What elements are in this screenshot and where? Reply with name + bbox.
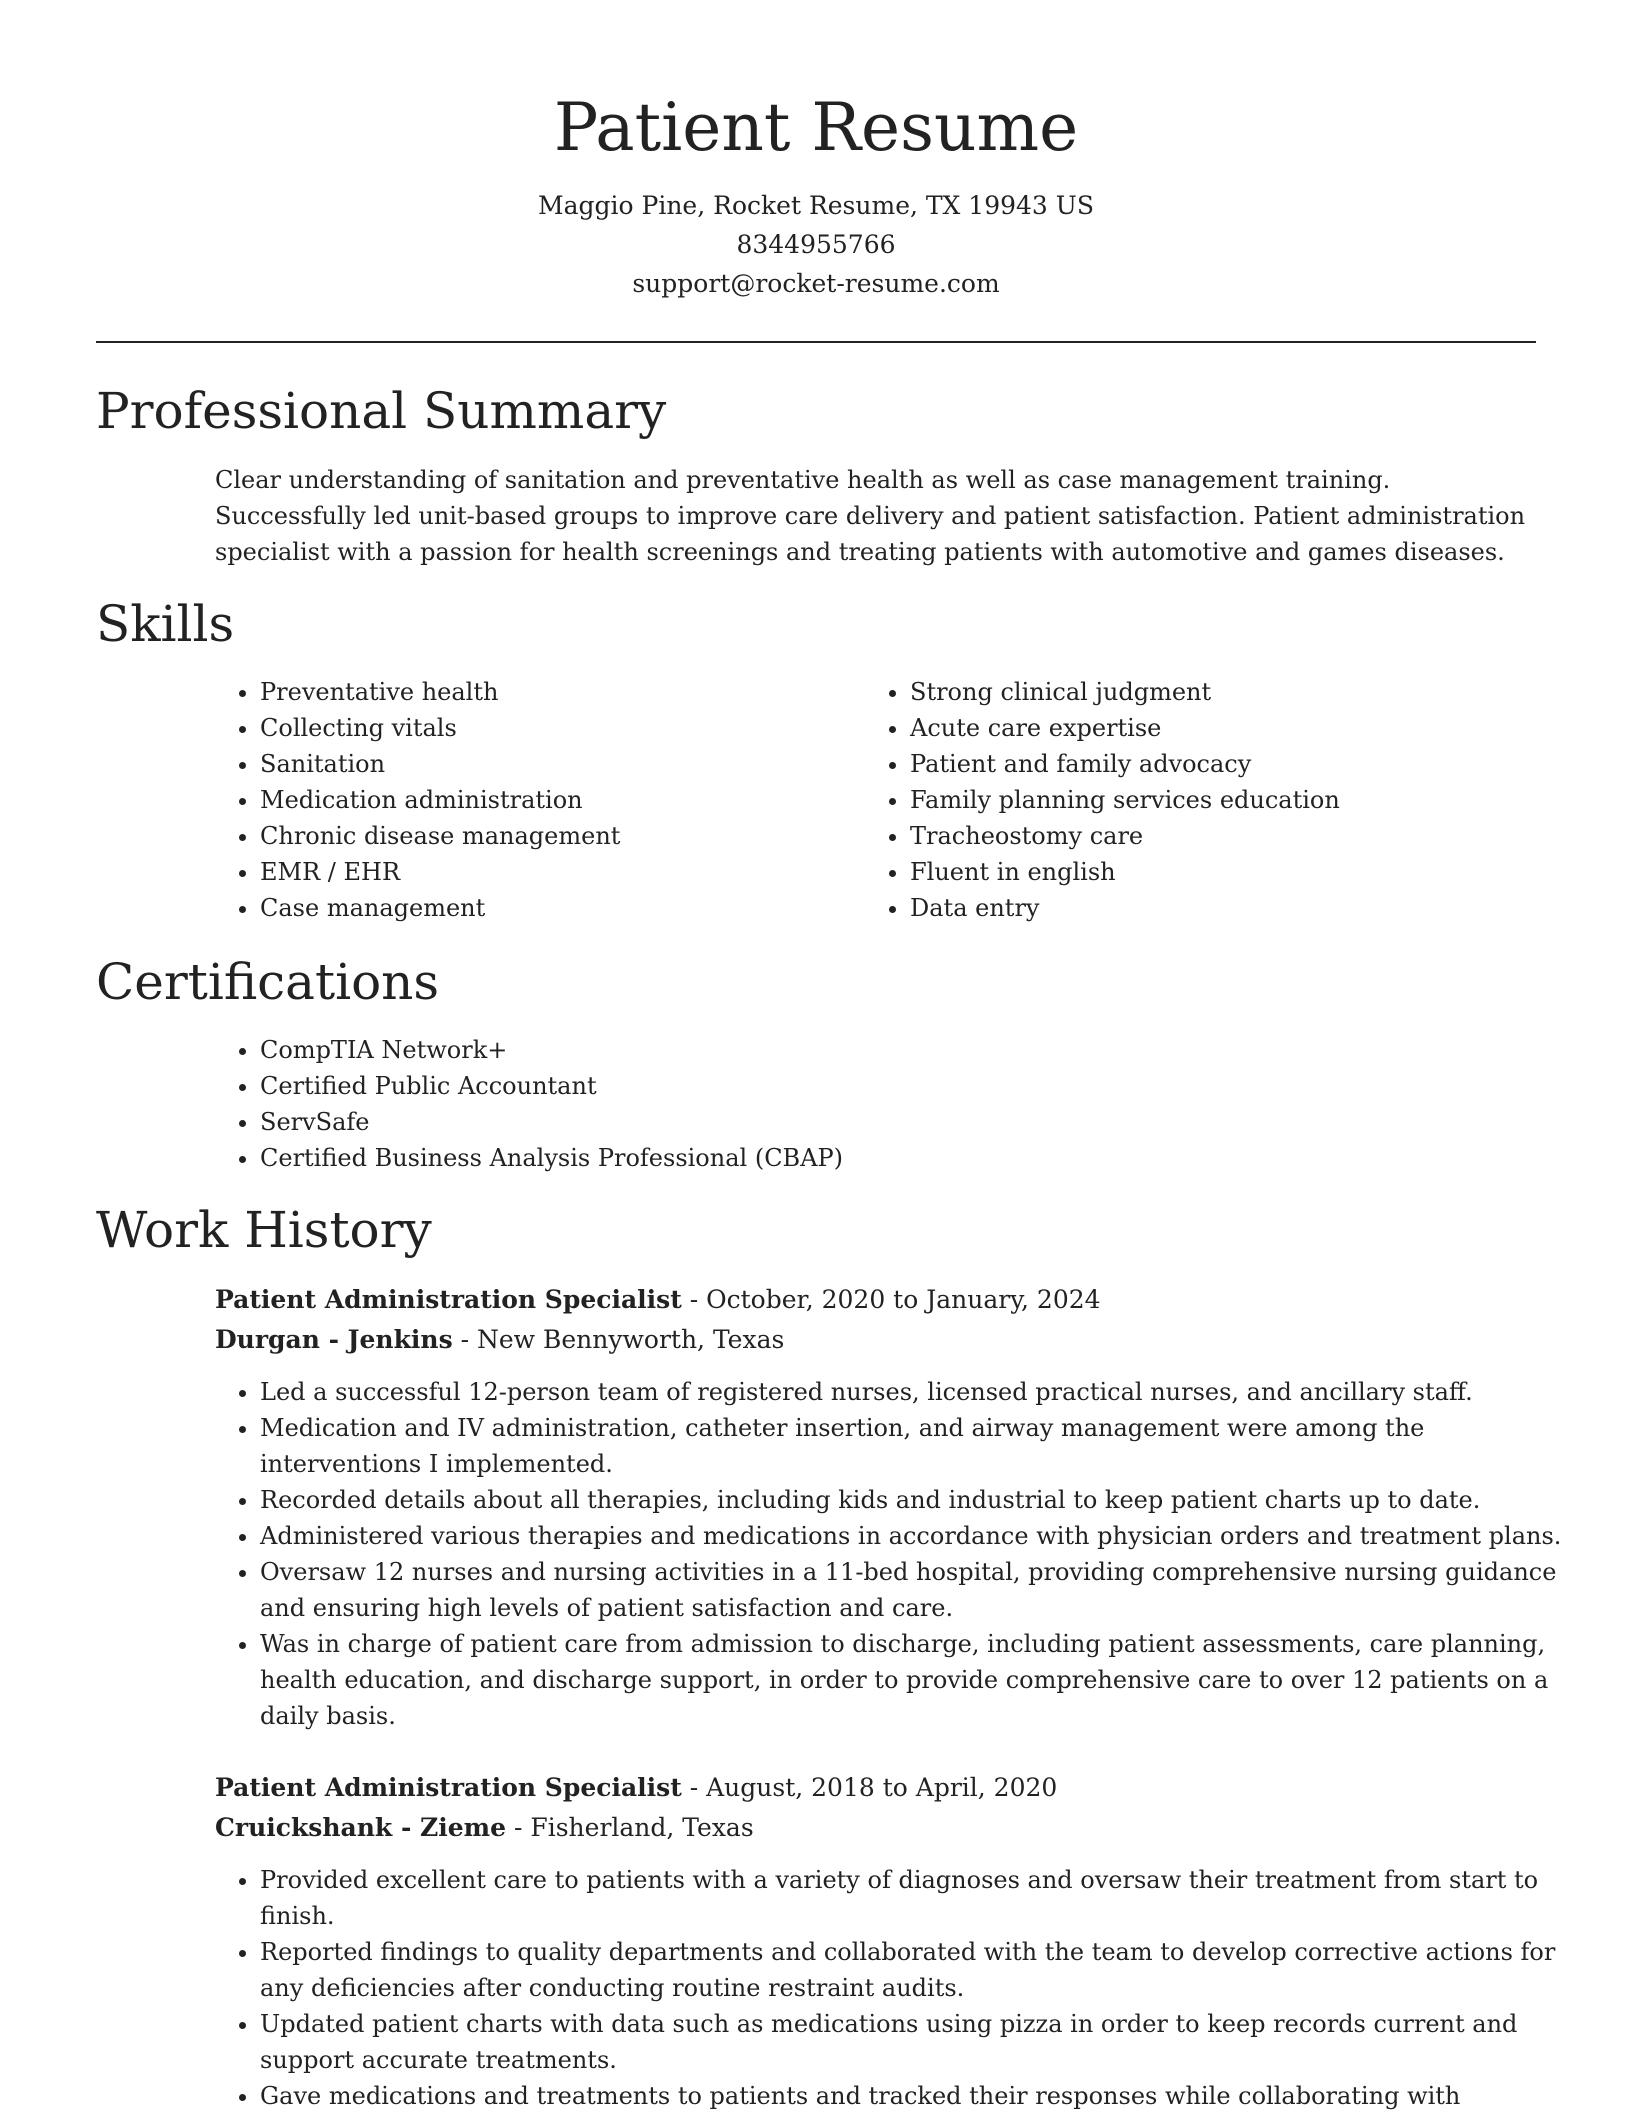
job-company: Cruickshank - Zieme (215, 1813, 507, 1842)
skills-list-left (215, 674, 820, 926)
job-bullet: • Led a successful 12-person team of registered nurses, licensed practical nurses, and ancillary staff. (260, 1374, 1570, 1410)
job-bullet: • Recorded details about all therapies, including kids and industrial to keep patient charts up to date. (260, 1482, 1570, 1518)
job-location: - New Bennyworth, Texas (452, 1325, 785, 1354)
job-dates: - October, 2020 to January, 2024 (681, 1285, 1101, 1314)
skill-item: • Chronic disease management (260, 818, 820, 854)
job-role: Patient Administration Specialist (215, 1285, 682, 1314)
skill-item: • Sanitation (260, 746, 820, 782)
skill-item: • Tracheostomy care (910, 818, 1550, 854)
skill-item: • Medication administration (260, 782, 820, 818)
certifications-list (215, 1032, 1560, 1176)
job-bullet: • Reported findings to quality departments and collaborated with the team to develop corrective actions for any deficiencies after conducting routine restraint audits. (260, 1934, 1570, 2006)
certification-item: • Certified Public Accountant (260, 1068, 1560, 1104)
job-dates: - August, 2018 to April, 2020 (681, 1773, 1058, 1802)
skill-item: • EMR / EHR (260, 854, 820, 890)
job-bullets (215, 1862, 1570, 2114)
job-bullets (215, 1374, 1570, 1734)
job-company: Durgan - Jenkins (215, 1325, 453, 1354)
contact-address: Maggio Pine, Rocket Resume, TX 19943 US (538, 191, 1094, 220)
skill-item: • Acute care expertise (910, 710, 1550, 746)
work-history-heading: Work History (96, 1201, 432, 1259)
certification-item: • CompTIA Network+ (260, 1032, 1560, 1068)
skill-item: • Case management (260, 890, 820, 926)
job-role: Patient Administration Specialist (215, 1773, 682, 1802)
certification-item: • ServSafe (260, 1104, 1560, 1140)
job-bullet: • Provided excellent care to patients with a variety of diagnoses and oversaw their treatment from start to finish. (260, 1862, 1570, 1934)
skills-heading: Skills (96, 595, 235, 653)
job-bullet: • Administered various therapies and medications in accordance with physician orders and treatment plans. (260, 1518, 1570, 1554)
resume-header (0, 0, 1632, 303)
skills-list-right (865, 674, 1550, 926)
contact-email: support@rocket-resume.com (632, 269, 1000, 298)
certifications-heading: Certifications (96, 953, 440, 1011)
job-title-line (215, 1768, 1057, 1808)
job-bullet: • Gave medications and treatments to patients and tracked their responses while collaborating with (260, 2078, 1570, 2114)
skill-item: • Family planning services education (910, 782, 1550, 818)
job-bullet: • Medication and IV administration, catheter insertion, and airway management were among the interventions I implemented. (260, 1410, 1570, 1482)
skill-item: • Fluent in english (910, 854, 1550, 890)
job-bullet: • Updated patient charts with data such as medications using pizza in order to keep records current and support accurate treatments. (260, 2006, 1570, 2078)
header-divider (96, 341, 1536, 343)
job-company-line (215, 1320, 784, 1360)
skill-item: • Preventative health (260, 674, 820, 710)
contact-phone: 8344955766 (736, 230, 896, 259)
skill-item: • Collecting vitals (260, 710, 820, 746)
skill-item: • Patient and family advocacy (910, 746, 1550, 782)
resume-name: Patient Resume (553, 89, 1079, 166)
job-title-line (215, 1280, 1101, 1320)
skill-item: • Data entry (910, 890, 1550, 926)
job-bullet: • Oversaw 12 nurses and nursing activities in a 11-bed hospital, providing comprehensive nursing guidance and ensuring high levels of patient satisfaction and care. (260, 1554, 1570, 1626)
certification-item: • Certified Business Analysis Professional (CBAP) (260, 1140, 1560, 1176)
job-company-line (215, 1808, 754, 1848)
contact-block (0, 186, 1632, 303)
summary-text: Clear understanding of sanitation and preventative health as well as case management training. Successfully led unit-based groups to improve care delivery and patient satisfaction. Patient administration specialist with a passion for health screenings and treating patients with automotive and games diseases. (215, 466, 1526, 566)
job-location: - Fisherland, Texas (506, 1813, 754, 1842)
summary-heading: Professional Summary (96, 382, 667, 440)
job-bullet: • Was in charge of patient care from admission to discharge, including patient assessments, care planning, health education, and discharge support, in order to provide comprehensive care to over 12 patients on a daily basis. (260, 1626, 1570, 1734)
skill-item: • Strong clinical judgment (910, 674, 1550, 710)
